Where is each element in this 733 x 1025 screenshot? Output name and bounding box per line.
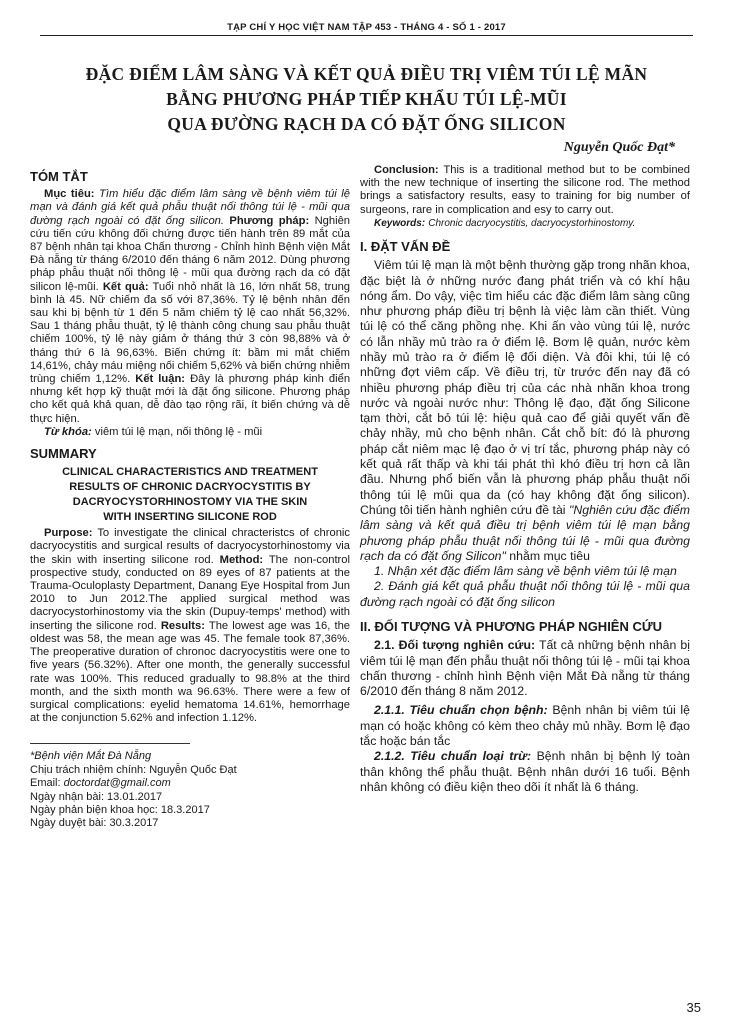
abstract-heading: TÓM TẮT [30,169,88,184]
article-title [40,62,693,137]
summary-title-line: WITH INSERTING SILICONE ROD [103,511,277,524]
method-label: Phương pháp: [229,214,310,227]
footnote [30,750,350,830]
keywords-en-label: Keywords: [374,217,426,229]
section2-1-2-text: Bệnh nhân bị bệnh lý toàn thân không thể phẫu thuật. Bệnh nhân dưới 16 tuổi. Bệnh nhân không có điều kiện theo dõi ít nhất là 6 tháng. [360,749,691,794]
keywords-text: viêm túi lệ mạn, nối thông lệ - mũi [94,425,263,438]
footnote-affiliation: *Bệnh viện Mắt Đà Nẵng [30,750,152,763]
objective-1: 1. Nhận xét đặc điểm lâm sàng về bệnh viêm túi lệ mạn [374,564,677,579]
email-label: Email: [30,777,61,790]
section2-1-text: Tất cả những bệnh nhân bị viêm túi lệ mạn đến phẫu thuật nối thông túi lệ - mũi tại khoa chấn thương - chỉnh hình Bệnh viện Mắt Đà nẵng từ tháng 6/2010 đến tháng 8 năm 2012. [360,638,690,699]
footnote-reviewed: Ngày phản biện khoa học: 18.3.2017 [30,803,210,816]
section2-heading: II. ĐỐI TƯỢNG VÀ PHƯƠNG PHÁP NGHIÊN CỨU [360,619,663,635]
method-en-label: Method: [219,553,264,566]
purpose-label: Purpose: [44,527,93,540]
section2-1-2 [360,749,690,795]
results-text: Tuổi nhỏ nhất là 16, lớn nhất 58, trung bình là 45. Nữ chiếm đa số với 87,36%. Tỷ lệ bệnh nhân đến sau khi bị bệnh từ 1 đến 5 năm chiếm tỷ lệ cao nhất 56,32%. Sau 1 tháng phẫu thuật, tỷ lệ thành công chung sau phẫu thuật chiếm 100%, tỷ lệ này giảm ở tháng thứ 3 còn 98,88% và ở tháng thứ 6 là 96,63%. Biến chứng ít: bầm mi mắt chiếm 14,61%, chảy máu miệng nối chiếm 5,62% và biến chứng nhiễm trùng chiếm 1,12%. [30,280,351,386]
journal-header: TẠP CHÍ Y HỌC VIỆT NAM TẬP 453 - THÁNG 4 - SỐ 1 - 2017 [227,22,506,33]
section2-1-1-label: 2.1.1. Tiêu chuẩn chọn bệnh: [374,703,548,718]
section2-1-1-text: Bệnh nhân bị viêm túi lệ mạn có hoặc không có kèm theo chảy mủ nhầy. Bơm lệ đạo tắc hoặc bán tắc [360,703,690,749]
summary-title-line: DACRYOCYSTORHINOSTOMY VIA THE SKIN [72,496,308,509]
keywords-vi [30,426,350,439]
section1-paragraph [360,258,690,564]
summary-title-line: CLINICAL CHARACTERISTICS AND TREATMENT [62,466,318,479]
email-link[interactable]: doctordat@gmail.com [63,777,171,790]
footnote-responsible: Chịu trách nhiệm chính: Nguyễn Quốc Đạt [30,763,237,776]
objective-2: 2. Đánh giá kết quả phẫu thuật nối thông túi lệ - mũi qua đường rạch ngoài có đặt ống silicon [360,579,690,609]
section1-tail: nhằm mục tiêu [509,548,590,563]
summary-title-line: RESULTS OF CHRONIC DACRYOCYSTITIS BY [69,481,311,494]
title-line: ĐẶC ĐIỂM LÂM SÀNG VÀ KẾT QUẢ ĐIỀU TRỊ VIÊM TÚI LỆ MÃN [85,64,648,84]
summary-title [30,465,350,525]
title-line: BẰNG PHƯƠNG PHÁP TIẾP KHẨU TÚI LỆ-MŨI [166,89,567,109]
summary-body [30,527,350,725]
footnote-received: Ngày nhận bài: 13.01.2017 [30,790,163,803]
footnote-accepted: Ngày duyệt bài: 30.3.2017 [30,817,159,830]
abstract-body [30,188,350,426]
section1-heading: I. ĐẶT VẤN ĐỀ [360,239,451,255]
purpose-text: To investigate the clinical chracteristcs of chronic dacryocystitis and surgical results of dacryocystorhinostomy via the skin with inserting silicone rod. [30,527,350,566]
objective-label: Mục tiêu: [44,188,95,201]
results-label: Kết quả: [102,280,149,293]
footnote-email [30,777,350,790]
results-en-label: Results: [160,619,205,632]
conclusion-text: Đây là phương pháp kinh điển nhưng kết hợp kỹ thuật mới là đặt ống silicone. Phương pháp cho kết quả khả quan, dễ đào tạo rộng rãi, ít biến chứng và dễ thực hiện. [30,373,351,425]
left-column [30,164,350,831]
conclusion-en-text: This is a traditional method but to be combined with the new technique of inserting the silicone rod. The method brings a satisfactory results, easy to training for big number of surgeons, rare in complication and esy to carry out. [360,164,691,216]
section2-1-2-label: 2.1.2. Tiêu chuẩn loại trừ: [374,749,532,764]
right-column [360,164,690,795]
footnote-rule [30,743,190,744]
summary-heading: SUMMARY [30,446,97,462]
conclusion-en [360,164,690,217]
section2-1-label: 2.1. Đối tượng nghiên cứu: [374,638,536,653]
method-text: Nghiên cứu tiến cứu không đối chứng được tiến hành trên 89 mắt của 87 bệnh nhân tại khoa Chấn thương - Chỉnh hình Bệnh viện Mắt Đà nẵng từ tháng 6/2010 đến tháng 6 năm 2012. Dùng phương pháp phẫu thuật nối thông lệ - mũi qua đường rạch da có đặt silicon lệ-mũi. [30,214,351,293]
conclusion-label: Kết luận: [135,373,186,386]
method-en-text: The non-control prospective study, conducted on 89 eyes of 87 patients at the Trauma-Oculoplasty Department, Danang Eye Hospital from Jun 2010 to Jun 2012.The applied surgical method was dacryocystorhinostomy via the skin (Dupuy-temps' method) with inserting the silicone rod. [30,553,350,632]
conclusion-en-label: Conclusion: [374,164,439,176]
section2-1 [360,638,690,699]
keywords-label: Từ khóa: [44,425,92,438]
objective-text: Tìm hiểu đặc điểm lâm sàng về bệnh viêm túi lệ mạn và đánh giá kết quả phẫu thuật nối thông túi lệ - mũi qua đường rạch ngoài có đặt ống silicon. [30,188,350,227]
title-line: QUA ĐƯỜNG RẠCH DA CÓ ĐẶT ỐNG SILICON [167,114,566,134]
author: Nguyễn Quốc Đạt* [563,140,675,155]
page-number: 35 [686,1000,701,1015]
results-en-text: The lowest age was 16, the oldest was 58, the mean age was 45. The female took 87,36%. The preoperative duration of chronoc dacryocystitis were one to five years (56.32%). After one month, the generally successful rate was 100%. This reduced gradually to 98.8% at the third month, and the sixth month wa 96.63%. There were a few of surgical complications: eyelid hematoma 14.61%, hemorrhage at the conjunction 5.62% and infection 1.12%. [30,619,351,725]
header-rule [40,35,693,36]
study-title: "Nghiên cứu đặc điểm lâm sàng và kết quả điều trị bệnh viêm túi lệ mạn bằng phương pháp phẫu thuật nối thông túi lệ - mũi qua đường rạch da có đặt ống Silicon" [360,502,691,563]
section2-1-1 [360,703,690,749]
keywords-en [360,217,690,230]
section1-text: Viêm túi lệ mạn là một bệnh thường gặp trong nhãn khoa, đặc biệt là ở những nước đang phát triển và có khí hậu nóng ẩm. Do vậy, việc tìm hiểu các đặc điểm lâm sàng cũng như phương pháp điều trị bệnh là việc làm cần thiết. Vùng túi lệ có thể căng phồng nhẹ. Khi ấn vào vùng túi lệ, nước có lẫn nhầy mủ trào ra ở điểm lệ. Bơm lệ quản, nước kèm nhầy mủ trào ra ở điểm lệ đối diện. Và đôi khi, túi lệ có những đợt viêm cấp. Về điều trị, từ trước đến nay đã có nhiều phương pháp điều trị của các nhà nhãn khoa trong nước và ngoài nước như: Thông lệ đạo, đặt ống Silicone tạm thời, cắt bỏ túi lệ: hiệu quả cao để giải quyết vấn đề chảy nhầy, mủ cho bệnh nhân. Cắt chỗ bít: đó là phương pháp cắt niêm mạc lệ đạo ở vị trí tắc, phương pháp này có kết quả rất thấp và khi tái phát thì khó điều trị hơn cả lần đầu. Nhưng phổ biến vẫn là phương pháp phẫu thuật nối thông túi lệ mũi qua da (có hay không đặt ống silicon). Chúng tôi tiến hành nghiên cứu đề tài [360,258,690,517]
keywords-en-text: Chronic dacryocystitis, dacryocystorhinostomy. [428,217,636,229]
